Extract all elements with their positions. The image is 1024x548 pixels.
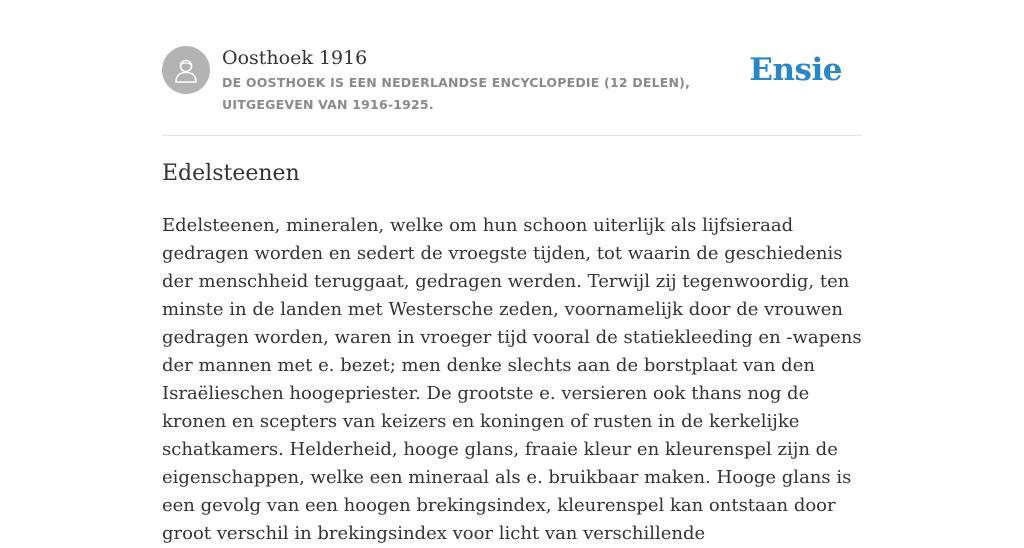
entry-body: Edelsteenen, mineralen, welke om hun schoon uiterlijk als lijfsieraad gedragen worden en sedert de vroegste tijden, tot waarin de geschiedenis der menschheid teruggaat, gedragen werden. Terwijl zij tegenwoordig, ten minste in de landen met Westersche zeden, voornamelijk door de vrouwen gedragen worden, waren in vroeger tijd vooral de statiekleeding en -wapens der mannen met e. bezet; men denke slechts aan de borstplaat van den Israëlieschen hoogepriester. De grootste e. versieren ook thans nog de kronen en scepters van keizers en koningen of rusten in de kerkelijke schatkamers. Helderheid, hooge glans, fraaie kleur en kleurenspel zijn de eigenschappen, welke een mineraal als e. bruikbaar maken. Hooge glans is een gevolg van een hoogen brekingsindex, kleurenspel kan ontstaan door groot verschil in brekingsindex voor licht van verschillende <box>162 215 862 544</box>
user-icon <box>172 56 200 84</box>
ensie-logo-link[interactable]: Ensie <box>749 52 842 88</box>
source-header <box>162 46 862 136</box>
source-description: DE OOSTHOEK IS EEN NEDERLANDSE ENCYCLOPEDIE (12 DELEN), UITGEGEVEN VAN 1916-1925. <box>222 75 691 112</box>
source-title[interactable]: Oosthoek 1916 <box>222 47 368 69</box>
entry-title: Edelsteenen <box>162 161 300 186</box>
header-divider <box>162 135 862 136</box>
avatar[interactable] <box>162 46 210 94</box>
